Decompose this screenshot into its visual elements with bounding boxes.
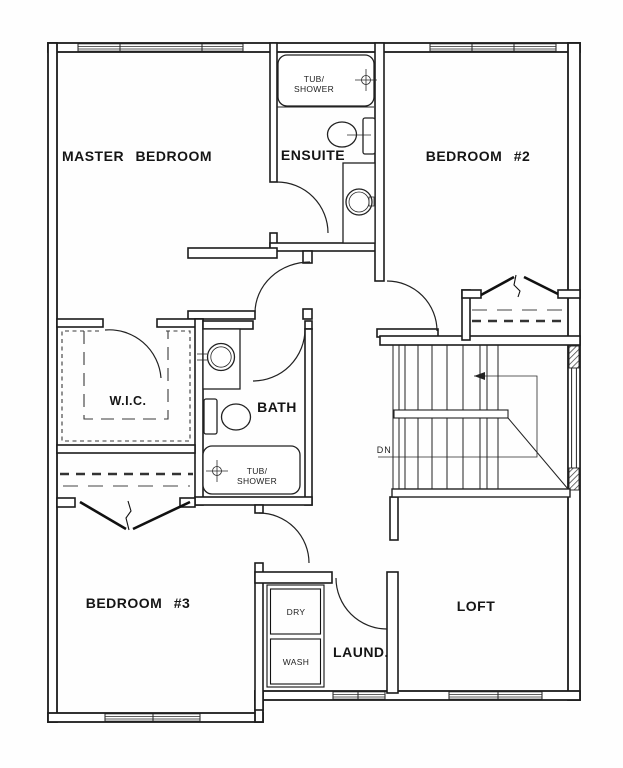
ensuite-sink <box>343 163 375 243</box>
bedroom3-door <box>259 513 309 563</box>
stairs-down-label: DN. <box>376 445 396 455</box>
bath-tub-label-line2: SHOWER <box>236 476 278 486</box>
dryer-label: DRY <box>286 607 306 617</box>
staircase <box>378 345 570 497</box>
laundry-machines <box>267 585 324 687</box>
stairwell-window <box>569 346 579 490</box>
bedroom2-door <box>387 281 437 331</box>
exterior-walls <box>48 43 580 722</box>
ensuite-tub-label-line2: SHOWER <box>293 84 335 94</box>
master-bedroom-door <box>255 262 310 313</box>
master-bedroom-label: MASTER BEDROOM <box>61 148 213 164</box>
bath-tub-label-line1: TUB/ <box>246 466 268 476</box>
ensuite-door <box>277 182 328 233</box>
bath-toilet <box>204 399 251 434</box>
bedroom2-closet-doors <box>481 275 558 297</box>
laundry-door <box>336 578 387 629</box>
bedroom3-closet-doors <box>80 501 190 530</box>
bath-sink <box>197 329 240 389</box>
laundry-label: LAUND. <box>333 644 389 660</box>
loft-label: LOFT <box>456 598 496 614</box>
bedroom2-label: BEDROOM #2 <box>425 148 531 164</box>
bath-label: BATH <box>257 399 297 415</box>
bath-door <box>253 329 305 381</box>
washer-label: WASH <box>282 657 310 667</box>
bedroom3-label: BEDROOM #3 <box>85 595 191 611</box>
bedroom2-closet <box>472 310 566 321</box>
wic-door <box>105 330 161 378</box>
ensuite-tub-label-line1: TUB/ <box>303 74 325 84</box>
bedroom3-closet <box>60 474 193 486</box>
wic-label: W.I.C. <box>109 394 147 408</box>
ensuite-tub-shower <box>277 55 377 107</box>
ensuite-label: ENSUITE <box>280 147 346 163</box>
wic-shelving <box>62 331 190 441</box>
